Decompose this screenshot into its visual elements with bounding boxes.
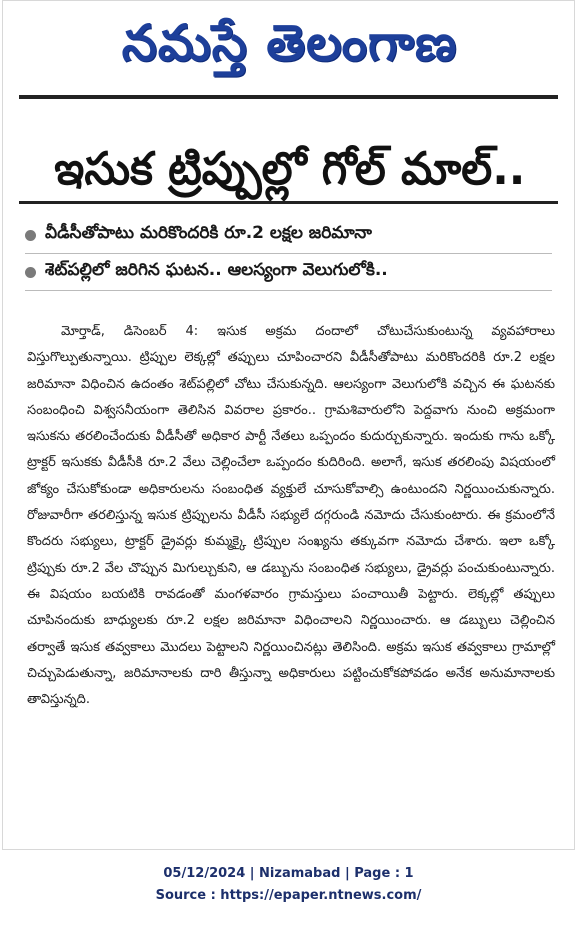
bullet-icon	[25, 230, 36, 241]
masthead	[3, 7, 576, 79]
headline-rule	[19, 201, 558, 204]
subhead-divider	[25, 253, 552, 254]
masthead-title: నమస్తే తెలంగాణ	[121, 14, 458, 72]
subhead-1	[25, 221, 555, 249]
subhead-text: శెట్‌పల్లిలో జరిగిన ఘటన.. ఆలస్యంగా వెలుగులోకి..	[45, 260, 388, 280]
top-rule	[19, 95, 558, 99]
subhead-divider	[25, 290, 552, 291]
headline	[21, 135, 558, 203]
footer-source-link[interactable]: Source : https://epaper.ntnews.com/	[155, 888, 422, 903]
footer-edition-info: 05/12/2024 | Nizamabad | Page : 1	[163, 866, 414, 881]
bullet-icon	[25, 267, 36, 278]
newspaper-clipping	[2, 0, 575, 850]
subhead-2	[25, 258, 555, 286]
article-body	[27, 319, 555, 713]
subhead-text: వీడీసీతోపాటు మరికొందరికి రూ.2 లక్షల జరిమానా	[45, 223, 372, 243]
article-paragraph: మోర్తాడ్‌, డిసెంబర్‌ 4: ఇసుక అక్రమ దందాలో చోటుచేసుకుంటున్న వ్యవహారాలు విస్తుగొల్పుతున్నాయి. ట్రిప్పుల లెక్కల్లో తప్పులు చూపించారని వీడీసీతోపాటు మరికొందరికి రూ.2 లక్షల జరిమానా విధించిన ఉదంతం శెట్‌పల్లిలో చోటు చేసుకున్నది. ఆలస్యంగా వెలుగులోకి వచ్చిన ఈ ఘటనకు సంబంధించి విశ్వసనీయంగా తెలిసిన వివరాల ప్రకారం.. గ్రామశివారులోని పెద్దవాగు నుంచి అక్రమంగా ఇసుకను తరలించేందుకు వీడీసీతో అధికార పార్టీ నేతలు ఒప్పందం కుదుర్చుకున్నారు. ఇందుకు గాను ఒక్కో ట్రాక్టర్‌ ఇసుకకు వీడీసీకి రూ.2 వేలు చెల్లించేలా ఒప్పందం కుదిరింది. అలాగే, ఇసుక తరలింపు విషయంలో జోక్యం చేసుకోకుండా అధికారులను సంబంధిత వ్యక్తులే చూసుకోవాల్సి ఉంటుందని నిర్ణయించుకున్నారు. రోజువారీగా తరలిస్తున్న ఇసుక ట్రిప్పులను వీడీసీ సభ్యులే దగ్గరుండి నమోదు చేసుకుంటారు. ఈ క్రమంలోనే కొందరు సభ్యులు, ట్రాక్టర్‌ డ్రైవర్లు కుమ్మక్కై ట్రిప్పుల సంఖ్యను తక్కువగా నమోదు చేశారు. ఇలా ఒక్కో ట్రిప్పుకు రూ.2 వేల చొప్పున మిగుల్చుకుని, ఆ డబ్బును సంబంధిత సభ్యులు, డ్రైవర్లు పంచుకుంటున్నారు. ఈ విషయం బయటికి రావడంతో మంగళవారం గ్రామస్తులు పంచాయితీ పెట్టారు. లెక్కల్లో తప్పులు చూపినందుకు బాధ్యులకు రూ.2 లక్షల జరిమానా విధించాలని నిర్ణయించారు. ఆ డబ్బులు చెల్లించిన తర్వాతే ఇసుక తవ్వకాలు మొదలు పెట్టాలని నిర్ణయించినట్లు తెలిసింది. అక్రమ ఇసుక తవ్వకాలు గ్రామాల్లో చిచ్చుపెడుతున్నా, జరిమానాలకు దారి తీస్తున్నా అధికారులు పట్టించుకోకపోవడం అనేక అనుమానాలకు తావిస్తున్నది.	[27, 324, 555, 708]
headline-text: ఇసుక ట్రిప్పుల్లో గోల్‌ మాల్‌..	[53, 142, 526, 195]
